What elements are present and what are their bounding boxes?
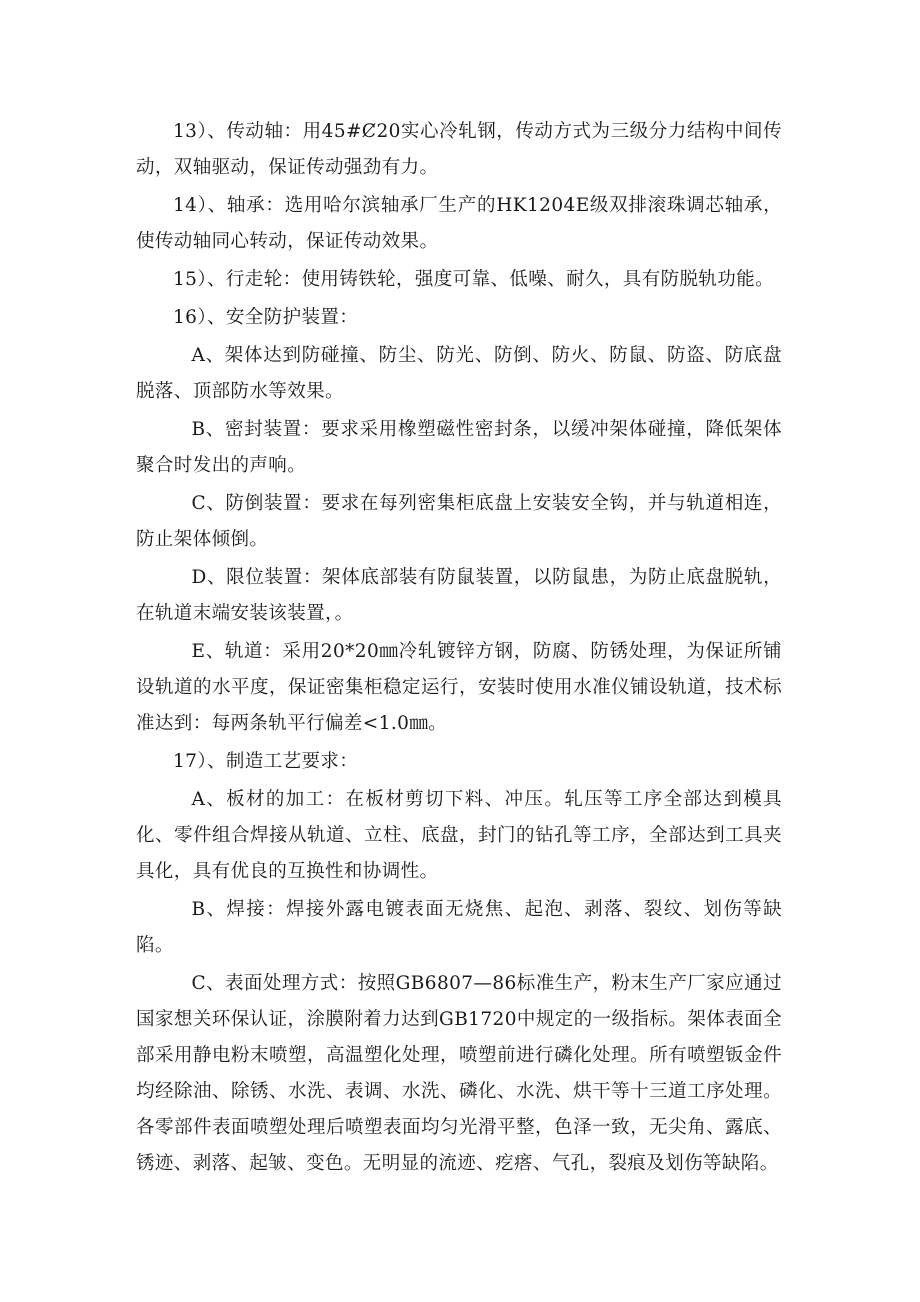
paragraph-safety-devices: 16）、安全防护装置： <box>173 307 359 328</box>
paragraph-manufacturing-b: B、焊接：焊接外露电镀表面无烧焦、起泡、剥落、裂纹、划伤等缺陷。 <box>136 899 782 956</box>
paragraph-safety-a: A、架体达到防碰撞、防尘、防光、防倒、防火、防鼠、防盗、防底盘脱落、顶部防水等效果。 <box>136 345 782 402</box>
paragraph-manufacturing: 17）、制造工艺要求： <box>173 751 359 772</box>
paragraph-safety-c-anti-tip: C、防倒装置：要求在每列密集柜底盘上安装安全钩，并与轨道相连，防止架体倾倒。 <box>136 493 782 550</box>
paragraph-bearing: 14）、轴承：选用哈尔滨轴承厂生产的HK1204E级双排滚珠调芯轴承，使传动轴同心转动，保证传动效果。 <box>136 195 782 252</box>
paragraph-safety-b-seal: B、密封装置：要求采用橡塑磁性密封条，以缓冲架体碰撞，降低架体聚合时发出的声响。 <box>136 419 782 476</box>
paragraph-manufacturing-c: C、表面处理方式：按照GB6807—86标准生产，粉末生产厂家应通过国家想关环保认证，涂膜附着力达到GB1720中规定的一级指标。架体表面全部采用静电粉末喷塑，高温塑化处理，喷塑前进行磷化处理。所有喷塑钣金件均经除油、除锈、水洗、表调、水洗、磷化、水洗、烘干等十三道工序处理。各零部件表面喷塑处理后喷塑表面均匀光滑平整，色泽一致，无尖角、露底、锈迹、剥落、起皱、变色。无明显的流迹、疙瘩、气孔，裂痕及划伤等缺陷。 <box>136 973 782 1174</box>
paragraph-manufacturing-a: A、板材的加工：在板材剪切下料、冲压。轧压等工序全部达到模具化、零件组合焊接从轨道、立柱、底盘，封门的钻孔等工序，全部达到工具夹具化，具有优良的互换性和协调性。 <box>136 789 782 882</box>
paragraph-safety-d-limit: D、限位装置：架体底部装有防鼠装置，以防鼠患，为防止底盘脱轨，在轨道末端安装该装置，。 <box>136 567 782 624</box>
paragraph-safety-e-track: E、轨道：采用20*20㎜冷轧镀锌方钢，防腐、防锈处理，为保证所铺设轨道的水平度，保证密集柜稳定运行，安装时使用水准仪铺设轨道，技术标准达到：每两条轨平行偏差<1.0㎜。 <box>136 641 782 734</box>
paragraph-transmission-shaft: 13）、传动轴：用45#Ȼ20实心冷轧钢，传动方式为三级分力结构中间传动，双轴驱动，保证传动强劲有力。 <box>136 121 782 178</box>
paragraph-walking-wheel: 15）、行走轮：使用铸铁轮，强度可靠、低噪、耐久，具有防脱轨功能。 <box>173 269 774 290</box>
document-body <box>136 114 782 1182</box>
